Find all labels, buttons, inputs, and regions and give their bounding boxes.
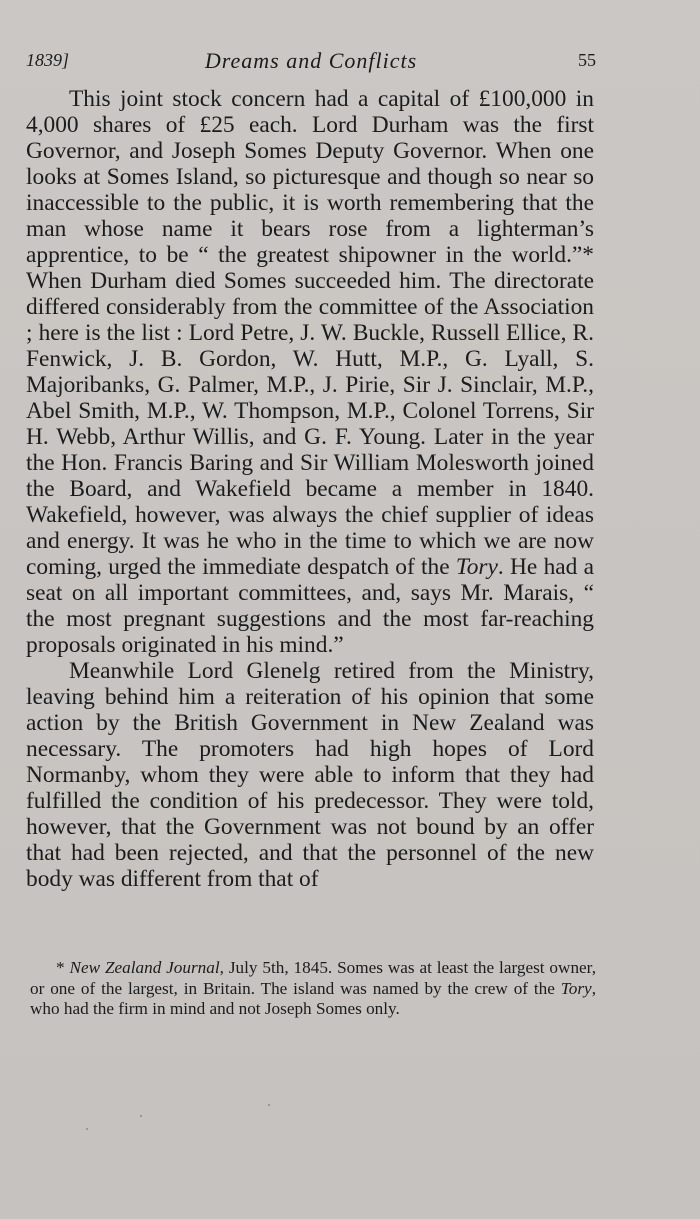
paragraph-2 bbox=[26, 658, 594, 892]
footnote-ship-name: Tory bbox=[560, 978, 592, 998]
paper-speck bbox=[140, 1115, 142, 1117]
running-title: Dreams and Conflicts bbox=[204, 48, 418, 73]
ship-name-tory: Tory bbox=[455, 554, 498, 580]
paragraph-1-text: This joint stock concern had a capital of £100,000 in 4,000 shares of £25 each. Lord Durham was the first Governor, and Joseph Somes Deputy Governor. When one looks at Somes Island, so picturesque and though so near so inaccessible to the public, it is worth remembering that the man whose name it bears rose from a lighterman’s apprentice, to be “ the greatest shipowner in the world.”* When Durham died Somes succeeded him. The directorate differed considerably from the committee of the Association ; here is the list : Lord Petre, J. W. Buckle, Russell Ellice, R. Fenwick, J. B. Gordon, W. Hutt, M.P., G. Lyall, S. Majoribanks, G. Palmer, M.P., J. Pirie, Sir J. Sinclair, M.P., Abel Smith, M.P., W. Thompson, M.P., Colonel Torrens, Sir H. Webb, Arthur Willis, and G. F. Young. Later in the year the Hon. Francis Baring and Sir William Molesworth joined the Board, and Wakefield became a member in 1840. Wakefield, however, was always the chief supplier of ideas and energy. It was he who in the time to which we are now coming, urged the immediate despatch of the bbox=[26, 86, 594, 580]
footnote bbox=[30, 958, 596, 1020]
page-header bbox=[26, 48, 596, 74]
footnote-text-end: , who had the firm in mind and not Joseph Somes only. bbox=[30, 978, 596, 1018]
paragraph-1 bbox=[26, 86, 594, 658]
paper-speck bbox=[268, 1104, 270, 1106]
paragraph-2-text: Meanwhile Lord Glenelg retired from the Ministry, leaving behind him a reiteration of his opinion that some action by the British Government in New Zealand was necessary. The promoters had high hopes of Lord Normanby, whom they were able to inform that they had fulfilled the condition of his predecessor. They were told, however, that the Government was not bound by an offer that had been rejected, and that the personnel of the new body was different from that of bbox=[26, 658, 594, 892]
footnote-text-part: , July 5th, 1845. Somes was at least the largest owner, or one of the largest, in Britain. The island was named by the crew of the bbox=[30, 958, 596, 998]
paper-speck bbox=[86, 1128, 88, 1130]
paragraph-1-text-continued: . He had a seat on all important committees, and, says Mr. Marais, “ the most pregnant suggestions and the most far-reaching proposals originated in his mind.” bbox=[26, 554, 594, 658]
page-number: 55 bbox=[578, 50, 596, 70]
footnote-text bbox=[30, 958, 596, 1020]
header-year: 1839] bbox=[26, 50, 70, 70]
footnote-marker: * bbox=[56, 958, 70, 977]
footnote-source-title: New Zealand Journal bbox=[69, 958, 220, 977]
body-text bbox=[26, 86, 594, 892]
